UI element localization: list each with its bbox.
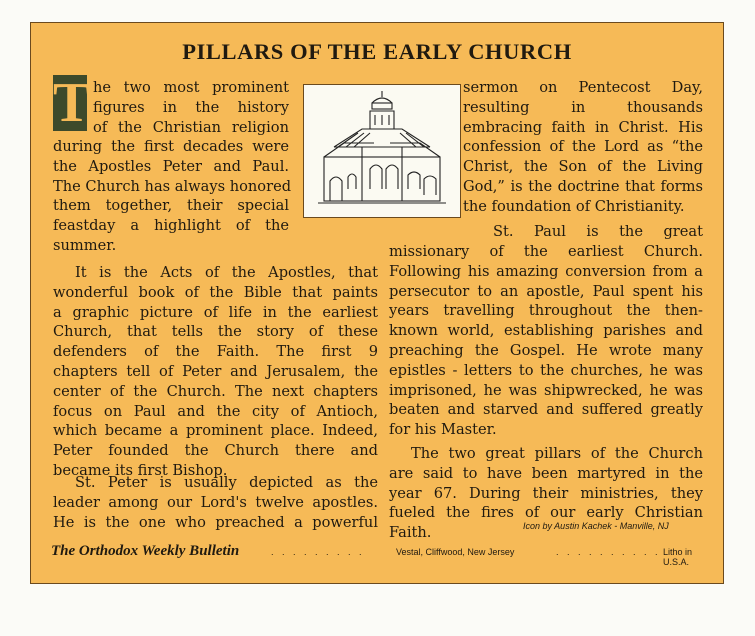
right-col-top	[463, 78, 703, 217]
right-col-p2	[389, 242, 703, 440]
text-line: beaten and starved and suffered greatly	[389, 401, 703, 419]
text-line: a graphic picture of life in the earliest	[53, 303, 378, 321]
footer-location: Vestal, Cliffwood, New Jersey	[396, 547, 515, 557]
text-line: feastday a highlight of the	[53, 217, 289, 235]
text-line: The two great pillars of the Church	[411, 445, 703, 462]
left-col-p3	[53, 473, 378, 532]
article-title: PILLARS OF THE EARLY CHURCH	[182, 39, 572, 64]
text-line: the Apostles Peter and Paul.	[53, 157, 289, 175]
left-col-dropcap-lines	[93, 78, 289, 137]
text-line: them together, their special	[53, 197, 289, 215]
text-line: sermon on Pentecost Day,	[463, 79, 703, 96]
text-line: Peter founded the Church there and	[53, 442, 378, 460]
publication-name: The Orthodox Weekly Bulletin	[51, 543, 240, 559]
text-line: persecutor to an apostle, Paul spent his	[389, 282, 703, 300]
text-line: fueled the fires of our early Christian	[389, 504, 703, 522]
text-line: wonderful book of the Bible that paints	[53, 283, 378, 301]
text-line: imprisoned, he was shipwrecked, he was	[389, 381, 703, 399]
drop-cap: T	[53, 72, 91, 134]
text-line: summer.	[53, 236, 117, 254]
text-line: during the first decades were	[53, 138, 289, 155]
text-line: years travelling throughout the then-	[389, 302, 703, 320]
text-line: defenders of the Faith. The first 9	[53, 343, 378, 361]
text-line: Church, that tells the story of these	[53, 323, 378, 341]
church-icon-image	[303, 84, 461, 218]
text-line: Following his amazing conversion from a	[389, 262, 703, 280]
text-line: It is the Acts of the Apostles, that	[75, 264, 378, 281]
text-line: He is the one who preached a powerful	[53, 513, 378, 531]
text-line: Faith.	[389, 524, 432, 542]
text-line: which became a prominent place. Indeed,	[53, 422, 378, 440]
text-line: year 67. During their ministries, they	[389, 484, 703, 502]
church-drawing-icon	[304, 85, 460, 217]
text-line: St. Paul is the great	[493, 223, 703, 240]
text-line: God,” is the doctrine that forms	[463, 177, 703, 195]
right-col-p2-first	[493, 222, 703, 242]
text-line: center of the Church. The next chapters	[53, 382, 378, 400]
text-line: chapters tell of Peter and Jerusalem, the	[53, 362, 378, 380]
footer-litho: Litho in U.S.A.	[663, 547, 693, 567]
text-line: resulting in thousands	[463, 98, 703, 116]
text-line: confession of the Lord as “the	[463, 138, 703, 156]
article-panel	[30, 22, 724, 584]
footer-leader-dots: . . . . . . . . . .	[556, 547, 661, 557]
text-line: became its first Bishop.	[53, 461, 228, 479]
text-line: the foundation of Christianity.	[463, 197, 685, 215]
icon-credit: Icon by Austin Kachek - Manville, NJ	[523, 521, 669, 531]
text-line: The Church has always honored	[53, 177, 292, 195]
text-line: figures in the history	[93, 98, 289, 116]
text-line: known world, establishing parishes and	[389, 322, 703, 340]
text-line: epistles - letters to the churches, he was	[389, 361, 703, 379]
text-line: Christ, the Son of the Living	[463, 158, 703, 176]
text-line: he two most prominent	[93, 79, 289, 96]
footer-leader-dots: . . . . . . . . .	[271, 547, 365, 557]
text-line: preaching the Gospel. He wrote many	[389, 341, 703, 359]
text-line: are said to have been martyred in the	[389, 464, 703, 482]
text-line: focus on Paul and the city of Antioch,	[53, 402, 378, 420]
text-line: missionary of the earliest Church.	[389, 243, 703, 260]
text-line: for his Master.	[389, 421, 497, 439]
text-line: leader among our Lord's twelve apostles.	[53, 493, 378, 511]
text-line: of the Christian religion	[93, 118, 289, 136]
left-col-p2	[53, 263, 378, 481]
left-col-p1	[53, 137, 292, 256]
text-line: St. Peter is usually depicted as the	[75, 474, 378, 491]
text-line: embracing faith in Christ. His	[463, 118, 703, 136]
